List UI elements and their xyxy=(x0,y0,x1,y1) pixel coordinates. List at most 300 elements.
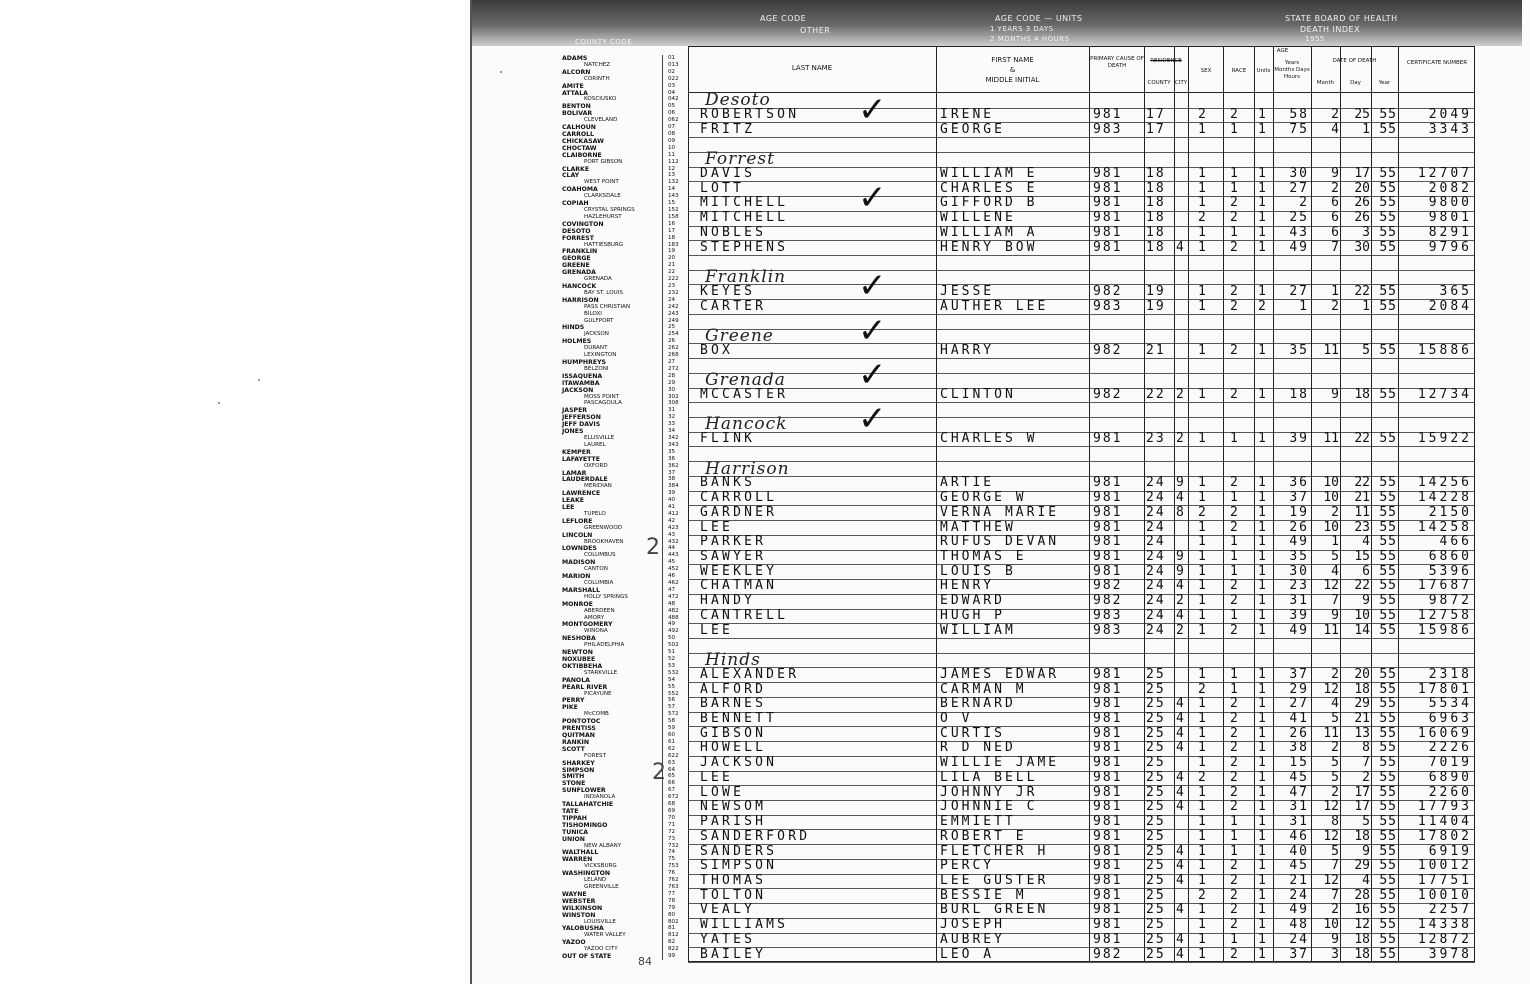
cell-city: 2 xyxy=(1176,431,1186,447)
death-year: 55 xyxy=(1379,887,1397,903)
first-name: LEE GUSTER xyxy=(940,872,1049,888)
county-name: WINONA xyxy=(584,628,608,635)
first-name: WILLIAM E xyxy=(940,166,1038,181)
county-code: 38 xyxy=(668,476,676,483)
age-value: 31 xyxy=(1289,593,1309,609)
county-code: 64 xyxy=(668,766,676,773)
county-name: ADAMS xyxy=(562,55,588,62)
age-value: 35 xyxy=(1289,548,1309,564)
cell-unit: 1 xyxy=(1258,607,1268,623)
age-value: 26 xyxy=(1289,519,1309,535)
county-name: DURANT xyxy=(584,345,608,352)
cell-race: 2 xyxy=(1230,696,1240,712)
cell-sex: 1 xyxy=(1198,431,1208,447)
cell-county: 25 xyxy=(1146,917,1166,933)
cell-race: 1 xyxy=(1230,931,1240,947)
cell-sex: 1 xyxy=(1198,386,1208,402)
county-name: SCOTT xyxy=(562,745,585,753)
first-name: ROBERT E xyxy=(940,828,1027,844)
county-code: 07 xyxy=(668,124,676,131)
last-name: SANDERFORD xyxy=(700,828,811,844)
death-year: 55 xyxy=(1379,490,1397,506)
county-code: 143 xyxy=(668,193,679,200)
county-name: LELAND xyxy=(584,877,607,884)
age-value: 37 xyxy=(1289,490,1309,506)
cell-county: 21 xyxy=(1146,342,1166,358)
certificate-number: 7019 xyxy=(1428,755,1472,771)
cell-sex: 1 xyxy=(1198,843,1208,859)
certificate-number: 8291 xyxy=(1428,224,1472,240)
cell-county: 24 xyxy=(1146,548,1166,564)
county-code: 18 xyxy=(668,234,676,241)
cell-city: 4 xyxy=(1176,931,1186,947)
county-name: STARKVILLE xyxy=(584,669,618,676)
county-code: 022 xyxy=(668,75,679,82)
first-name: JESSE xyxy=(940,283,995,299)
cell-city: 9 xyxy=(1176,563,1186,579)
col-rule xyxy=(1223,46,1224,962)
first-name: R D NED xyxy=(940,740,1016,756)
county-code: 802 xyxy=(668,918,679,925)
death-month: 6 xyxy=(1331,195,1339,211)
death-month: 11 xyxy=(1323,342,1339,358)
death-month: 12 xyxy=(1323,799,1339,815)
county-name: PORT GIBSON xyxy=(584,158,623,165)
last-name: CANTRELL xyxy=(700,607,789,623)
certificate-number: 3343 xyxy=(1428,121,1472,137)
county-code: 77 xyxy=(668,890,676,897)
age-value: 47 xyxy=(1289,784,1309,800)
certificate-number: 5396 xyxy=(1428,563,1472,579)
county-code: 60 xyxy=(668,732,676,739)
certificate-number: 12734 xyxy=(1417,386,1472,402)
county-name: PASS CHRISTIAN xyxy=(584,303,630,310)
county-name: CHICKASAW xyxy=(562,137,604,145)
cell-sex: 2 xyxy=(1198,210,1208,226)
cell-unit: 1 xyxy=(1258,799,1268,815)
county-code: 158 xyxy=(668,213,679,220)
cell-cause: 981 xyxy=(1093,210,1123,226)
death-month: 7 xyxy=(1331,887,1339,903)
cell-county: 25 xyxy=(1146,740,1166,756)
county-name: RANKIN xyxy=(562,738,590,746)
cell-county: 23 xyxy=(1146,431,1166,447)
cell-unit: 1 xyxy=(1258,548,1268,564)
death-year: 55 xyxy=(1379,386,1397,402)
county-name: LAWRENCE xyxy=(562,490,601,498)
death-year: 55 xyxy=(1379,902,1397,918)
last-name: BOX xyxy=(700,342,734,358)
first-name: BURL GREEN xyxy=(940,902,1049,918)
certificate-number: 17751 xyxy=(1417,872,1472,888)
cell-county: 24 xyxy=(1146,475,1166,491)
county-name: CLARKE xyxy=(562,165,590,173)
county-name: PICAYUNE xyxy=(584,690,612,697)
death-month: 9 xyxy=(1331,166,1339,181)
age-value: 35 xyxy=(1289,342,1309,358)
cell-city: 4 xyxy=(1176,843,1186,859)
death-year: 55 xyxy=(1379,872,1397,888)
cell-race: 2 xyxy=(1230,784,1240,800)
col-units: Units xyxy=(1256,68,1271,74)
county-name: ISSAQUENA xyxy=(562,372,603,380)
age-value: 37 xyxy=(1289,666,1309,682)
county-code: 35 xyxy=(668,448,676,455)
death-month: 5 xyxy=(1331,710,1339,726)
county-code: 412 xyxy=(668,510,679,517)
county-code: 39 xyxy=(668,490,676,497)
county-code: 76 xyxy=(668,870,676,877)
county-code: 254 xyxy=(668,331,679,338)
last-name: LEE xyxy=(700,769,734,785)
cell-unit: 1 xyxy=(1258,681,1268,697)
county-name: ELLISVILLE xyxy=(584,434,615,441)
last-name: DAVIS xyxy=(700,166,756,181)
cell-race: 2 xyxy=(1230,902,1240,918)
cell-unit: 1 xyxy=(1258,431,1268,447)
cell-county: 24 xyxy=(1146,622,1166,638)
cell-cause: 983 xyxy=(1093,298,1123,314)
cell-race: 2 xyxy=(1230,946,1240,962)
county-code: 55 xyxy=(668,683,676,690)
county-name: COLUMBUS xyxy=(584,552,616,559)
first-name: JOSEPH xyxy=(940,917,1005,933)
first-name: JOHNNY JR xyxy=(940,784,1038,800)
cell-cause: 981 xyxy=(1093,710,1123,726)
death-day: 9 xyxy=(1362,593,1370,609)
death-year: 55 xyxy=(1379,593,1397,609)
death-year: 55 xyxy=(1379,622,1397,638)
cell-county: 17 xyxy=(1146,121,1166,137)
cell-sex: 2 xyxy=(1198,769,1208,785)
col-middle-initial: MIDDLE INITIAL xyxy=(985,76,1040,84)
cell-race: 1 xyxy=(1230,224,1240,240)
death-year: 55 xyxy=(1379,607,1397,623)
cell-county: 25 xyxy=(1146,666,1166,682)
cell-race: 2 xyxy=(1230,755,1240,771)
death-month: 5 xyxy=(1331,769,1339,785)
county-name: HUMPHREYS xyxy=(562,358,607,366)
last-name: HANDY xyxy=(700,593,756,609)
cell-county: 25 xyxy=(1146,814,1166,830)
cell-sex: 1 xyxy=(1198,563,1208,579)
cell-cause: 981 xyxy=(1093,902,1123,918)
margin-mark: 2 xyxy=(646,535,660,560)
last-name: LOWE xyxy=(700,784,745,800)
cell-unit: 1 xyxy=(1258,740,1268,756)
county-name: CALHOUN xyxy=(562,124,596,132)
age-value: 46 xyxy=(1289,828,1309,844)
county-code: 65 xyxy=(668,773,676,780)
county-code: 532 xyxy=(668,669,679,676)
county-code: 112 xyxy=(668,158,679,165)
county-name: LEFLORE xyxy=(562,517,593,525)
death-month: 7 xyxy=(1331,239,1339,255)
cell-unit: 1 xyxy=(1258,710,1268,726)
death-month: 10 xyxy=(1323,519,1339,535)
age-value: 75 xyxy=(1289,121,1309,137)
cell-cause: 983 xyxy=(1093,121,1123,137)
county-code: 61 xyxy=(668,738,676,745)
death-year: 55 xyxy=(1379,681,1397,697)
death-day: 5 xyxy=(1362,814,1370,830)
county-code: 622 xyxy=(668,752,679,759)
county-name: TUNICA xyxy=(562,828,589,836)
cell-unit: 1 xyxy=(1258,386,1268,402)
col-day: Day xyxy=(1350,80,1361,86)
row-rule xyxy=(688,417,1475,418)
certificate-number: 2082 xyxy=(1428,180,1472,196)
county-name: CHOCTAW xyxy=(562,144,597,152)
cell-county: 24 xyxy=(1146,534,1166,550)
certificate-number: 17802 xyxy=(1417,828,1472,844)
county-name: SHARKEY xyxy=(562,759,595,767)
cell-unit: 1 xyxy=(1258,578,1268,594)
cell-sex: 1 xyxy=(1198,490,1208,506)
death-month: 11 xyxy=(1323,622,1339,638)
death-month: 10 xyxy=(1323,917,1339,933)
header-agency: STATE BOARD OF HEALTH xyxy=(1285,14,1398,23)
first-name: CURTIS xyxy=(940,725,1005,741)
cell-race: 2 xyxy=(1230,210,1240,226)
county-name: GREENVILLE xyxy=(584,884,619,890)
county-name: ALCORN xyxy=(562,68,591,76)
cell-sex: 1 xyxy=(1198,195,1208,211)
county-code: 15 xyxy=(668,200,676,207)
county-code: 17 xyxy=(668,227,676,234)
death-year: 55 xyxy=(1379,725,1397,741)
death-day: 28 xyxy=(1354,887,1370,903)
cell-race: 2 xyxy=(1230,195,1240,211)
cell-unit: 1 xyxy=(1258,769,1268,785)
cell-unit: 1 xyxy=(1258,725,1268,741)
county-name: McCOMB xyxy=(584,711,609,718)
last-name: GIBSON xyxy=(700,725,767,741)
first-name: IRENE xyxy=(940,107,995,123)
cell-sex: 1 xyxy=(1198,548,1208,564)
col-last-name: LAST NAME xyxy=(791,64,833,72)
cell-unit: 1 xyxy=(1258,946,1268,962)
county-code: 41 xyxy=(668,504,676,511)
death-day: 18 xyxy=(1354,946,1370,962)
county-code: 70 xyxy=(668,814,676,821)
certificate-number: 14258 xyxy=(1417,519,1472,535)
county-code: 80 xyxy=(668,911,676,918)
certificate-number: 17801 xyxy=(1417,681,1472,697)
county-name: COPIAH xyxy=(562,200,589,208)
cell-cause: 981 xyxy=(1093,666,1123,682)
death-year: 55 xyxy=(1379,696,1397,712)
county-name: LEE xyxy=(562,504,575,512)
cell-city: 2 xyxy=(1176,622,1186,638)
cell-city: 4 xyxy=(1176,946,1186,962)
last-name: BANKS xyxy=(700,475,756,491)
cell-sex: 1 xyxy=(1198,784,1208,800)
age-value: 25 xyxy=(1289,210,1309,226)
first-name: FLETCHER H xyxy=(940,843,1049,859)
first-name: CHARLES W xyxy=(940,431,1038,447)
cell-sex: 2 xyxy=(1198,887,1208,903)
county-code: 243 xyxy=(668,310,679,317)
death-day: 30 xyxy=(1354,239,1370,255)
cell-unit: 1 xyxy=(1258,342,1268,358)
certificate-number: 14228 xyxy=(1417,490,1472,506)
county-name: PHILADELPHIA xyxy=(584,642,625,649)
county-heading: Forrest xyxy=(705,149,775,170)
county-name: WARREN xyxy=(562,856,593,864)
county-name: YAZOO CITY xyxy=(584,946,618,953)
last-name: GARDNER xyxy=(700,504,778,520)
certificate-number: 11404 xyxy=(1417,814,1472,830)
death-month: 10 xyxy=(1323,490,1339,506)
first-name: CLINTON xyxy=(940,386,1016,402)
cell-sex: 1 xyxy=(1198,475,1208,491)
cell-county: 19 xyxy=(1146,283,1166,299)
cell-unit: 1 xyxy=(1258,166,1268,181)
county-code: 812 xyxy=(668,932,679,939)
death-day: 21 xyxy=(1354,710,1370,726)
col-first-name: FIRST NAME xyxy=(991,56,1034,64)
first-name: CARMAN M xyxy=(940,681,1027,697)
county-code: 482 xyxy=(668,607,679,614)
cell-sex: 1 xyxy=(1198,858,1208,874)
certificate-number: 3978 xyxy=(1428,946,1472,962)
age-value: 23 xyxy=(1289,578,1309,594)
death-month: 12 xyxy=(1323,681,1339,697)
death-year: 55 xyxy=(1379,239,1397,255)
last-name: SANDERS xyxy=(700,843,778,859)
cell-cause: 981 xyxy=(1093,740,1123,756)
death-year: 55 xyxy=(1379,534,1397,550)
county-code: 47 xyxy=(668,586,676,593)
county-name: NATCHEZ xyxy=(584,61,611,68)
cell-sex: 2 xyxy=(1198,107,1208,123)
cell-unit: 1 xyxy=(1258,858,1268,874)
first-name: GEORGE W xyxy=(940,490,1027,506)
col-certificate: CERTIFICATE NUMBER xyxy=(1406,60,1468,66)
certificate-number: 12758 xyxy=(1417,607,1472,623)
death-month: 2 xyxy=(1331,740,1339,756)
header-age-code: AGE CODE xyxy=(760,14,807,23)
first-name: LEO A xyxy=(940,946,995,962)
county-name: PEARL RIVER xyxy=(562,683,608,691)
death-month: 5 xyxy=(1331,843,1339,859)
cell-sex: 1 xyxy=(1198,799,1208,815)
death-month: 3 xyxy=(1331,946,1339,962)
cell-county: 18 xyxy=(1146,210,1166,226)
cell-sex: 1 xyxy=(1198,342,1208,358)
death-year: 55 xyxy=(1379,755,1397,771)
cell-county: 24 xyxy=(1146,504,1166,520)
death-year: 55 xyxy=(1379,843,1397,859)
certificate-number: 9800 xyxy=(1428,195,1472,211)
county-name: NESHOBA xyxy=(562,635,596,643)
last-name: FLINK xyxy=(700,431,756,447)
cell-sex: 1 xyxy=(1198,578,1208,594)
col-county: COUNTY xyxy=(1147,80,1171,86)
last-name: BARNES xyxy=(700,696,767,712)
cell-cause: 981 xyxy=(1093,224,1123,240)
row-rule xyxy=(688,358,1475,359)
county-name: JEFFERSON xyxy=(562,414,601,422)
county-name: LAUREL xyxy=(584,441,606,448)
county-code: 62 xyxy=(668,745,676,752)
cell-race: 2 xyxy=(1230,342,1240,358)
cell-race: 2 xyxy=(1230,519,1240,535)
certificate-number: 6860 xyxy=(1428,548,1472,564)
county-code: 74 xyxy=(668,849,676,856)
county-name: JASPER xyxy=(562,407,588,415)
cell-race: 2 xyxy=(1230,887,1240,903)
county-code: 443 xyxy=(668,552,679,559)
first-name: RUFUS DEVAN xyxy=(940,534,1060,550)
county-name: MERIDIAN xyxy=(584,483,612,490)
age-value: 39 xyxy=(1289,431,1309,447)
cell-unit: 1 xyxy=(1258,666,1268,682)
death-day: 3 xyxy=(1362,224,1370,240)
last-name: YATES xyxy=(700,931,756,947)
county-code: 762 xyxy=(668,877,679,884)
cell-unit: 1 xyxy=(1258,107,1268,123)
death-year: 55 xyxy=(1379,931,1397,947)
row-rule xyxy=(688,255,1475,256)
cell-race: 2 xyxy=(1230,239,1240,255)
cell-unit: 1 xyxy=(1258,917,1268,933)
county-name: GRENADA xyxy=(584,276,612,283)
county-code: 99 xyxy=(668,953,676,960)
age-value: 39 xyxy=(1289,607,1309,623)
county-name: TIPPAH xyxy=(562,814,587,822)
county-code: 49 xyxy=(668,621,676,628)
cell-sex: 1 xyxy=(1198,710,1208,726)
county-code: 452 xyxy=(668,566,679,573)
certificate-number: 17687 xyxy=(1417,578,1472,594)
county-name: HOLMES xyxy=(562,338,592,346)
county-name: LEAKE xyxy=(562,497,584,505)
first-name: HENRY BOW xyxy=(940,239,1038,255)
death-day: 22 xyxy=(1354,578,1370,594)
cell-sex: 1 xyxy=(1198,755,1208,771)
county-code: 19 xyxy=(668,248,676,255)
county-name: KOSCIUSKO xyxy=(584,96,617,103)
county-code: 822 xyxy=(668,946,679,953)
death-month: 12 xyxy=(1323,872,1339,888)
cell-unit: 1 xyxy=(1258,696,1268,712)
age-value: 41 xyxy=(1289,710,1309,726)
county-code: 78 xyxy=(668,897,676,904)
county-name: MONTGOMERY xyxy=(562,621,613,629)
cell-city: 4 xyxy=(1176,784,1186,800)
cell-city: 4 xyxy=(1176,725,1186,741)
death-year: 55 xyxy=(1379,563,1397,579)
cell-cause: 981 xyxy=(1093,843,1123,859)
county-name: HAZLEHURST xyxy=(584,213,622,220)
header-year: 1955 xyxy=(1305,35,1325,43)
death-month: 9 xyxy=(1331,386,1339,402)
death-day: 23 xyxy=(1354,519,1370,535)
county-code: 02 xyxy=(668,68,676,75)
death-month: 8 xyxy=(1331,814,1339,830)
first-name: JOHNNIE C xyxy=(940,799,1038,815)
cell-race: 2 xyxy=(1230,298,1240,314)
first-name: LILA BELL xyxy=(940,769,1038,785)
cell-city: 4 xyxy=(1176,740,1186,756)
county-name: LOWNDES xyxy=(562,545,597,553)
county-code: 51 xyxy=(668,649,676,656)
county-heading: Greene xyxy=(705,326,774,347)
cell-sex: 1 xyxy=(1198,725,1208,741)
first-name: VERNA MARIE xyxy=(940,504,1060,520)
